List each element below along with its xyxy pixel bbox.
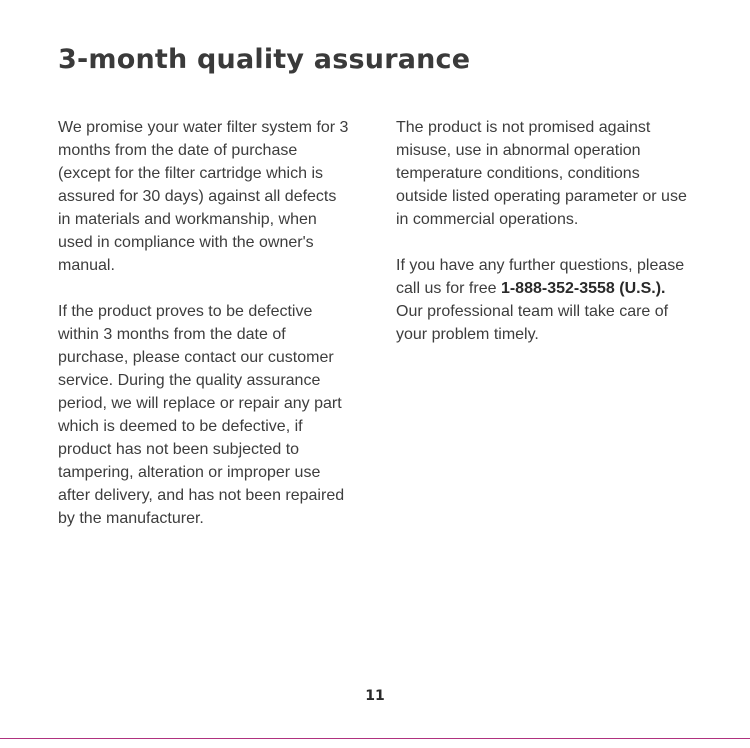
page-number: 11 — [365, 688, 385, 704]
footer-rule — [0, 738, 750, 739]
left-column — [58, 116, 350, 553]
right-column — [396, 116, 692, 369]
defect-paragraph: If the product proves to be defective within 3 months from the date of purchase, please contact our customer service. During the quality assurance period, we will replace or repair any part which is deemed to be defective, if product has not been subjected to tampering, alteration or improper use after delivery, and has not been repaired by the manufacturer. — [58, 303, 345, 527]
exclusions-paragraph: The product is not promised against misuse, use in abnormal operation temperature conditions, conditions outside listed operating parameter or use in commercial operations. — [396, 119, 687, 228]
contact-outro: Our professional team will take care of your problem timely. — [396, 303, 669, 343]
page-title: 3-month quality assurance — [58, 44, 471, 75]
phone-number: 1-888-352-3558 (U.S.). — [500, 280, 666, 297]
contact-paragraph — [396, 254, 692, 346]
contact-intro: If you have any further questions, please call us for free — [396, 257, 685, 297]
assurance-paragraph: We promise your water filter system for 3 months from the date of purchase (except for the filter cartridge which is assured for 30 days) against all defects in materials and workmanship, when used in compliance with the owner's manual. — [58, 119, 349, 274]
